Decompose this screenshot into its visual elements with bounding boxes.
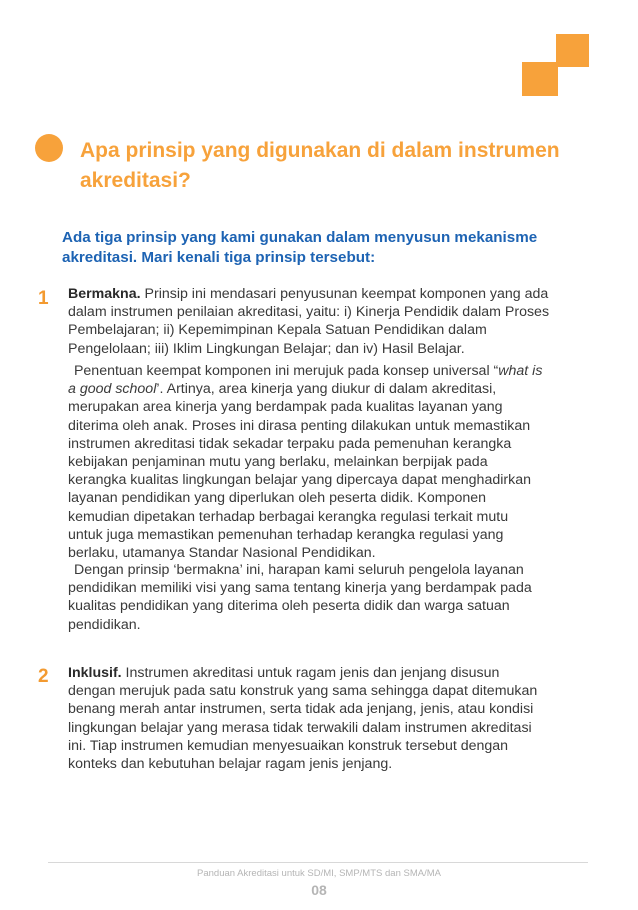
- italic-text: a good school: [68, 381, 157, 398]
- text-line: ’. Artinya, area kinerja yang diukur di dalam akreditasi,: [156, 381, 497, 398]
- heading-line-2: akreditasi?: [80, 169, 191, 192]
- text-line: dengan merujuk pada satu konstruk yang sama sehingga dapat ditemukan: [68, 683, 538, 700]
- italic-text: what is: [498, 363, 543, 379]
- text-line: Pengelolaan; iii) Iklim Lingkungan Belajar; dan iv) Hasil Belajar.: [68, 340, 465, 357]
- text-line: Instrumen akreditasi untuk ragam jenis dan jenjang disusun: [121, 665, 500, 681]
- text-line: instrumen akreditasi tidak sekadar terpaku pada pemenuhan kerangka: [68, 435, 512, 452]
- decorative-square-bottom: [522, 62, 558, 96]
- text-line: ini. Tiap instrumen kemudian menyesuaikan konstruk tersebut dengan: [68, 737, 509, 754]
- text-line: benang merah antar instrumen, serta tidak ada jenjang, jenis, atau kondisi: [68, 701, 534, 718]
- decorative-square-top: [556, 34, 589, 67]
- text-line: kualitas pendidikan yang diterima oleh peserta didik dan warga satuan: [68, 598, 510, 615]
- text-line: untuk juga memastikan pemenuhan terhadap kerangka regulasi yang: [68, 526, 504, 543]
- text-line: diterima oleh anak. Proses ini dirasa penting dilakukan untuk memastikan: [68, 417, 531, 434]
- principle-1-paragraph-3: [68, 561, 588, 634]
- principle-number-1: 1: [38, 288, 49, 309]
- text-line: Pembelajaran; ii) Kepemimpinan Kepala Satuan Pendidikan dalam: [68, 322, 487, 339]
- principle-1-paragraph-1: [68, 285, 588, 358]
- text-line: dalam instrumen penilaian akreditasi, yaitu: i) Kinerja Pendidik dalam Proses: [68, 304, 550, 321]
- text-line: kebijakan penjaminan mutu yang berlaku, melainkan berpijak pada: [68, 454, 488, 471]
- principle-number-2: 2: [38, 666, 49, 687]
- text-line: layanan pendidikan yang diperlukan oleh peserta didik. Komponen: [68, 490, 487, 507]
- heading-line-1: Apa prinsip yang digunakan di dalam instrumen: [80, 139, 560, 162]
- text-line: kerangka kualitas lingkungan belajar yang dipercaya dapat menghadirkan: [68, 472, 531, 489]
- intro-line-1: Ada tiga prinsip yang kami gunakan dalam menyusun mekanisme: [62, 229, 538, 246]
- text-line: pendidikan memiliki visi yang sama tentang kinerja yang berdampak pada: [68, 580, 532, 597]
- text-line: berlaku, utamanya Standar Nasional Pendidikan.: [68, 545, 376, 562]
- text-line: konteks dan kebutuhan belajar ragam jenis jenjang.: [68, 756, 393, 773]
- heading-bullet-circle: [35, 134, 63, 162]
- intro-line-2: akreditasi. Mari kenali tiga prinsip tersebut:: [62, 249, 376, 266]
- principle-1-lead: Bermakna.: [68, 286, 141, 302]
- intro-text: [62, 228, 582, 268]
- text-line: lingkungan belajar yang merasa tidak terwakili dalam instrumen akreditasi: [68, 719, 532, 736]
- text-line: kemudian dipetakan terhadap berbagai kerangka regulasi terkait mutu: [68, 508, 509, 525]
- principle-1-paragraph-2: [68, 362, 588, 562]
- principle-2-paragraph-1: [68, 664, 588, 773]
- principle-2-lead: Inklusif.: [68, 665, 122, 681]
- text-line: merupakan area kinerja yang berdampak pada kualitas layanan yang: [68, 399, 503, 416]
- text-line: Penentuan keempat komponen ini merujuk pada konsep universal “: [73, 363, 499, 379]
- text-line: pendidikan.: [68, 616, 141, 633]
- text-line: Dengan prinsip ‘bermakna’ ini, harapan kami seluruh pengelola layanan: [73, 562, 524, 578]
- footer-title: Panduan Akreditasi untuk SD/MI, SMP/MTS dan SMA/MA: [197, 868, 441, 879]
- page-number: 08: [311, 882, 327, 898]
- text-line: Prinsip ini mendasari penyusunan keempat komponen yang ada: [140, 286, 549, 302]
- section-heading: [80, 136, 580, 196]
- footer-divider: [48, 862, 588, 863]
